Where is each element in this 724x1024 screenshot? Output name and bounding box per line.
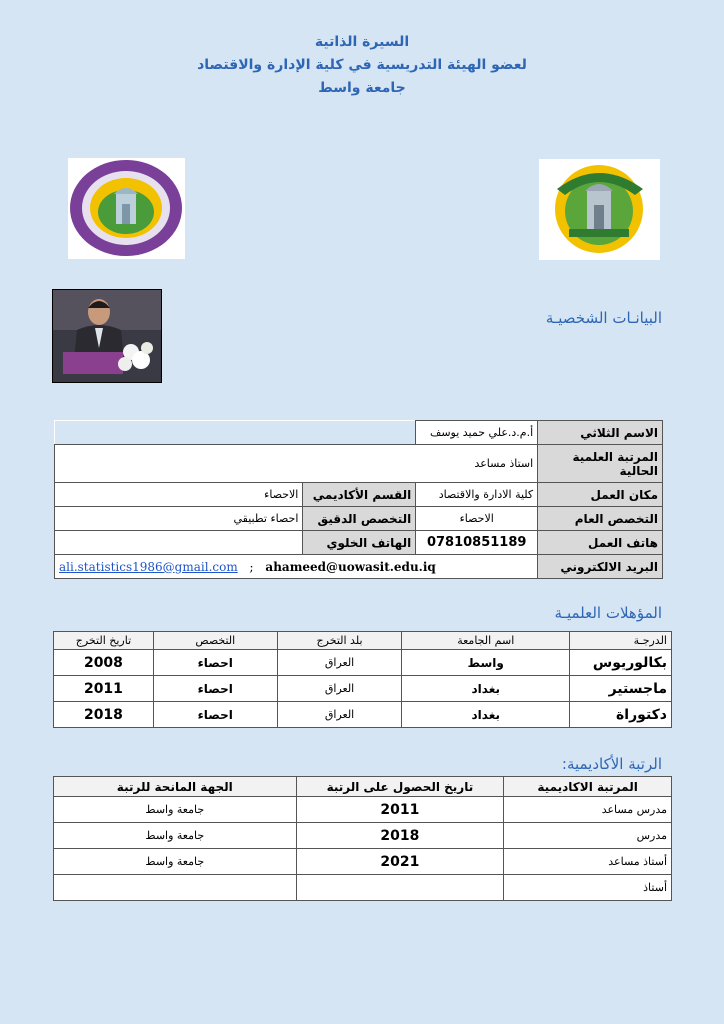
university-logo <box>539 159 660 260</box>
workphone-label: هاتف العمل <box>538 531 663 555</box>
name-value: أ.م.د.علي حميد يوسف <box>416 421 538 445</box>
qual-country: العراق <box>277 702 402 728</box>
gmail-link[interactable]: ali.statistics1986@gmail.com <box>59 559 238 574</box>
qual-major: احصاء <box>153 676 277 702</box>
workplace-label: مكان العمل <box>538 483 663 507</box>
dept-label: القسم الأكاديمي <box>303 483 416 507</box>
rank-grantor: جامعة واسط <box>54 823 297 849</box>
qual-header-row <box>54 632 672 650</box>
qual-year: 2011 <box>54 676 154 702</box>
mobile-value <box>55 531 303 555</box>
table-row <box>54 702 672 728</box>
row-rank <box>55 445 663 483</box>
qual-header-year: تاريخ التخرج <box>54 632 154 650</box>
rank-year: 2021 <box>296 849 504 875</box>
table-row <box>54 823 672 849</box>
qual-degree: دكتوراة <box>570 702 672 728</box>
general-label: التخصص العام <box>538 507 663 531</box>
row-specialization <box>55 507 663 531</box>
personal-info-table <box>54 420 663 579</box>
qual-header-country: بلد التخرج <box>277 632 402 650</box>
general-value: الاحصاء <box>416 507 538 531</box>
qual-year: 2008 <box>54 650 154 676</box>
workplace-value: كلية الادارة والاقتصاد <box>416 483 538 507</box>
college-logo <box>68 158 185 259</box>
rank-header-rank: المرتبة الاكاديمية <box>504 777 672 797</box>
qual-university: بغداد <box>402 702 570 728</box>
qual-header-degree: الدرجـة <box>570 632 672 650</box>
row-email <box>55 555 663 579</box>
university-name: جامعة واسط <box>318 80 406 96</box>
rank-year: 2018 <box>296 823 504 849</box>
mobile-label: الهاتف الخلوي <box>303 531 416 555</box>
table-row <box>54 676 672 702</box>
name-label: الاسم الثلاثي <box>538 421 663 445</box>
qual-country: العراق <box>277 676 402 702</box>
rank-year: 2011 <box>296 797 504 823</box>
qual-university: بغداد <box>402 676 570 702</box>
qual-degree: ماجستير <box>570 676 672 702</box>
table-row <box>54 875 672 901</box>
rank-header-date: تاريخ الحصول على الرتبة <box>296 777 504 797</box>
qual-university: واسط <box>402 650 570 676</box>
section-qualifications-heading: المؤهلات العلميـة <box>554 604 662 622</box>
qual-major: احصاء <box>153 702 277 728</box>
rank-title: مدرس <box>504 823 672 849</box>
qual-header-university: اسم الجامعة <box>402 632 570 650</box>
rank-grantor <box>54 875 297 901</box>
rank-header-row <box>54 777 672 797</box>
specific-label: التخصص الدقيق <box>303 507 416 531</box>
email-value <box>55 555 538 579</box>
qualifications-table <box>53 631 672 728</box>
section-personal-heading: البيانـات الشخصيـة <box>545 309 662 327</box>
specific-value: احصاء تطبيقي <box>55 507 303 531</box>
qual-country: العراق <box>277 650 402 676</box>
profile-photo <box>52 289 162 383</box>
rank-title: أستاذ <box>504 875 672 901</box>
rank-title: مدرس مساعد <box>504 797 672 823</box>
qual-year: 2018 <box>54 702 154 728</box>
qual-header-major: التخصص <box>153 632 277 650</box>
cv-subtitle: لعضو الهيئة التدريسية في كلية الإدارة والاقتصاد <box>197 57 527 73</box>
qual-major: احصاء <box>153 650 277 676</box>
qual-degree: بكالوريوس <box>570 650 672 676</box>
rank-grantor: جامعة واسط <box>54 849 297 875</box>
section-rank-heading: الرتبة الأكاديمية: <box>561 755 662 773</box>
row-workplace <box>55 483 663 507</box>
rank-year <box>296 875 504 901</box>
academic-rank-table <box>53 776 672 901</box>
rank-header-grantor: الجهة المانحة للرتبة <box>54 777 297 797</box>
rank-grantor: جامعة واسط <box>54 797 297 823</box>
email-separator: ; <box>249 559 254 574</box>
rank-title: أستاذ مساعد <box>504 849 672 875</box>
table-row <box>54 650 672 676</box>
email-label: البريد الالكتروني <box>538 555 663 579</box>
cv-title: السيرة الذاتية <box>314 34 410 50</box>
table-row <box>54 849 672 875</box>
uowasit-email: ahameed@uowasit.edu.iq <box>265 559 436 574</box>
rank-value: استاذ مساعد <box>55 445 538 483</box>
workphone-value: 07810851189 <box>416 531 538 555</box>
dept-value: الاحصاء <box>55 483 303 507</box>
row-phone <box>55 531 663 555</box>
table-row <box>54 797 672 823</box>
row-name <box>55 421 663 445</box>
rank-label: المرتبة العلمية الحالية <box>538 445 663 483</box>
